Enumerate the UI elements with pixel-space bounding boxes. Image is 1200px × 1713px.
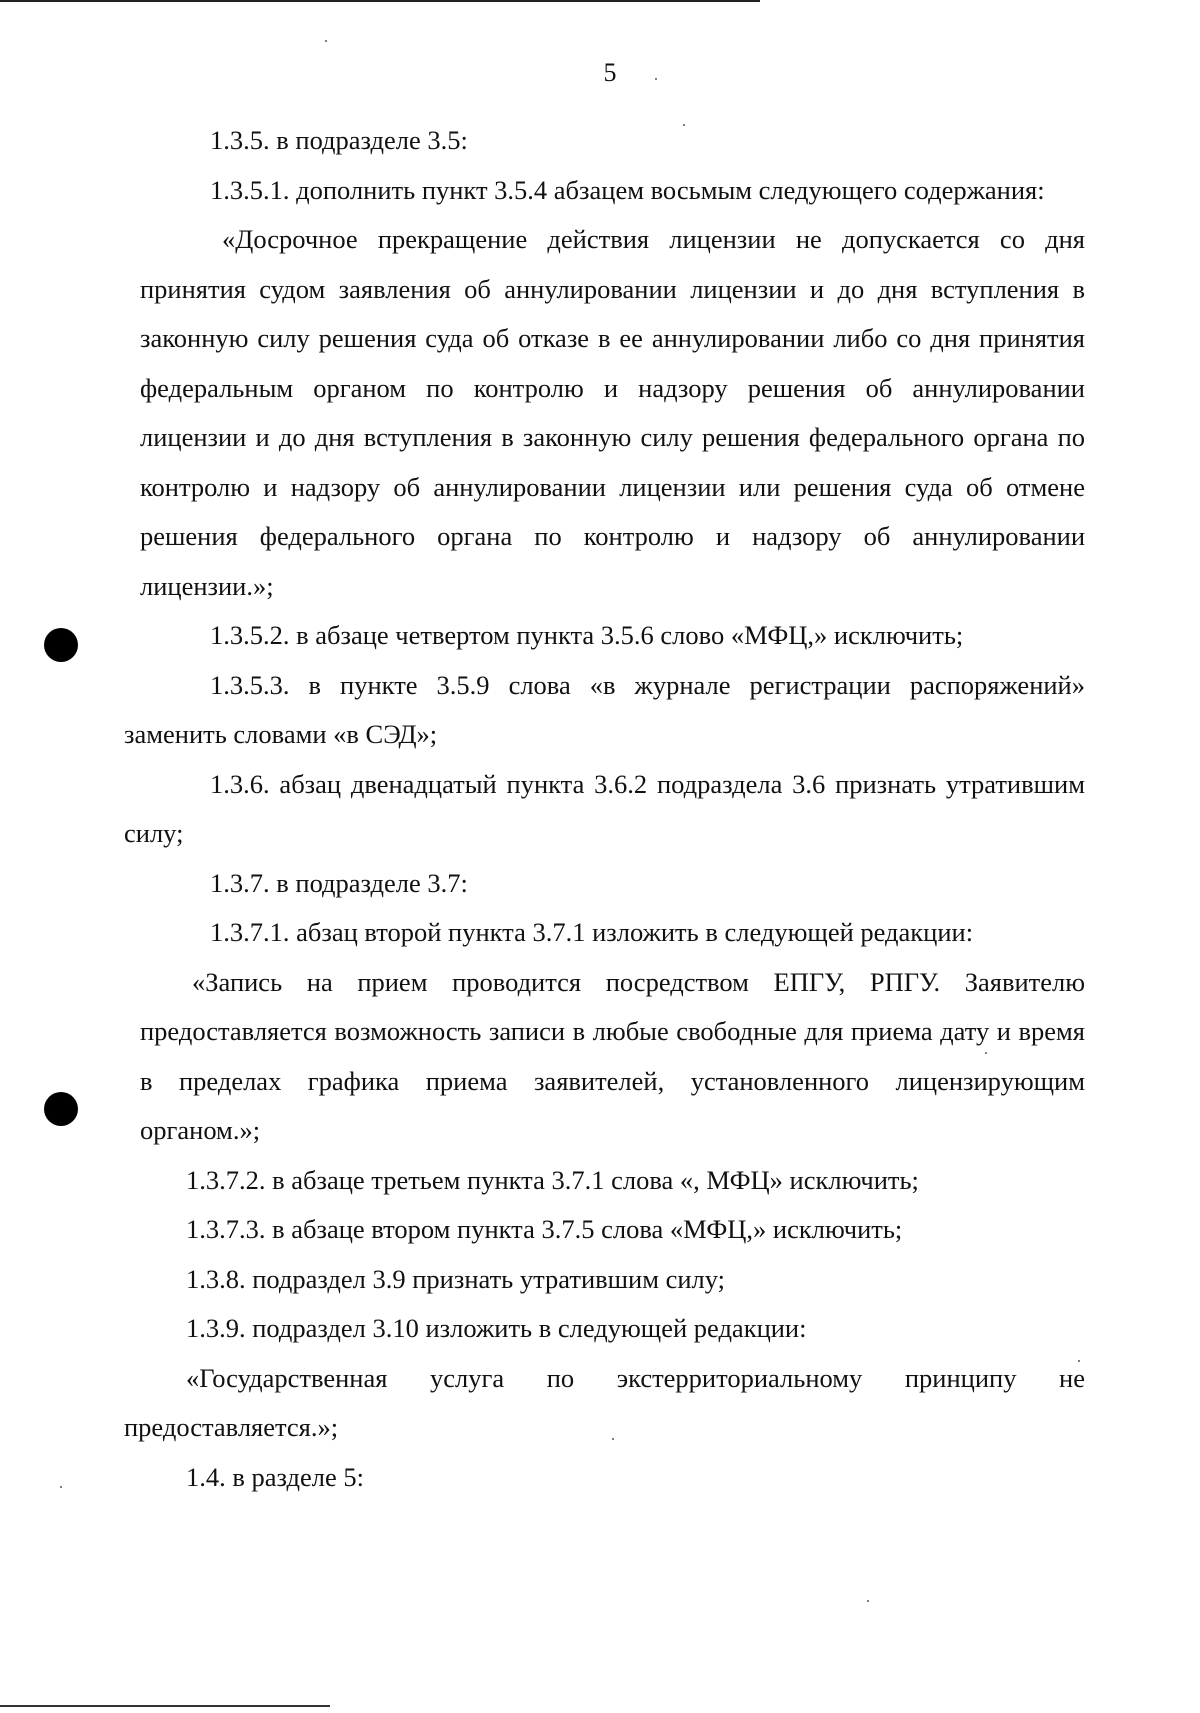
punch-hole-upper bbox=[44, 628, 78, 662]
paragraph-1-3-7: 1.3.7. в подразделе 3.7: bbox=[210, 867, 468, 898]
quote-early-termination: «Досрочное прекращение действия лицензии не допускается со дня принятия судом заявления об аннулировании лицензии и до дня вступления в законную силу решения суда об отказе в ее аннулировании либо со дня принятия федеральным органом по контролю и надзору решения об аннулировании лицензии и до дня вступления в законную силу решения федерального органа по контролю и надзору об аннулировании лицензии или решения суда об отмене решения федерального органа по контролю и надзору об аннулировании лицензии.»; bbox=[140, 224, 1085, 601]
paragraph-1-3-5: 1.3.5. в подразделе 3.5: bbox=[210, 125, 468, 155]
scan-speck bbox=[325, 40, 327, 42]
page-number: 5 bbox=[603, 58, 617, 87]
scan-speck bbox=[60, 1486, 62, 1488]
scan-edge-bottom bbox=[0, 1705, 330, 1707]
quote-appointment: «Запись на прием проводится посредством ЕПГУ, РПГУ. Заявителю предоставляется возможность записи в любые свободные для приема дату и время в пределах графика приема заявителей, установленного лицензирующим органом.»; bbox=[140, 966, 1085, 1145]
paragraph-1-3-7-3: 1.3.7.3. в абзаце втором пункта 3.7.5 слова «МФЦ,» исключить; bbox=[186, 1214, 903, 1244]
paragraph-1-3-8: 1.3.8. подраздел 3.9 признать утратившим силу; bbox=[186, 1263, 726, 1294]
paragraph-1-3-5-1: 1.3.5.1. дополнить пункт 3.5.4 абзацем восьмым следующего содержания: bbox=[210, 174, 1045, 205]
paragraph-1-3-5-2: 1.3.5.2. в абзаце четвертом пункта 3.5.6 слово «МФЦ,» исключить; bbox=[210, 620, 964, 650]
paragraph-1-3-7-1: 1.3.7.1. абзац второй пункта 3.7.1 изложить в следующей редакции: bbox=[210, 917, 974, 947]
punch-hole-lower bbox=[44, 1092, 78, 1126]
scan-speck bbox=[867, 1600, 869, 1602]
document-body bbox=[124, 116, 1085, 1502]
paragraph-1-3-7-2: 1.3.7.2. в абзаце третьем пункта 3.7.1 слова «, МФЦ» исключить; bbox=[186, 1164, 919, 1195]
paragraph-1-3-5-3: 1.3.5.3. в пункте 3.5.9 слова «в журнале регистрации распоряжений» заменить словами «в СЭД»; bbox=[124, 669, 1085, 749]
paragraph-extraterritorial: «Государственная услуга по экстерриториальному принципу не предоставляется.»; bbox=[124, 1362, 1085, 1442]
paragraph-1-3-6: 1.3.6. абзац двенадцатый пункта 3.6.2 подраздела 3.6 признать утратившим силу; bbox=[124, 768, 1085, 848]
paragraph-1-4: 1.4. в разделе 5: bbox=[186, 1461, 364, 1492]
paragraph-1-3-9: 1.3.9. подраздел 3.10 изложить в следующей редакции: bbox=[186, 1313, 807, 1343]
scan-edge-top bbox=[0, 0, 760, 2]
